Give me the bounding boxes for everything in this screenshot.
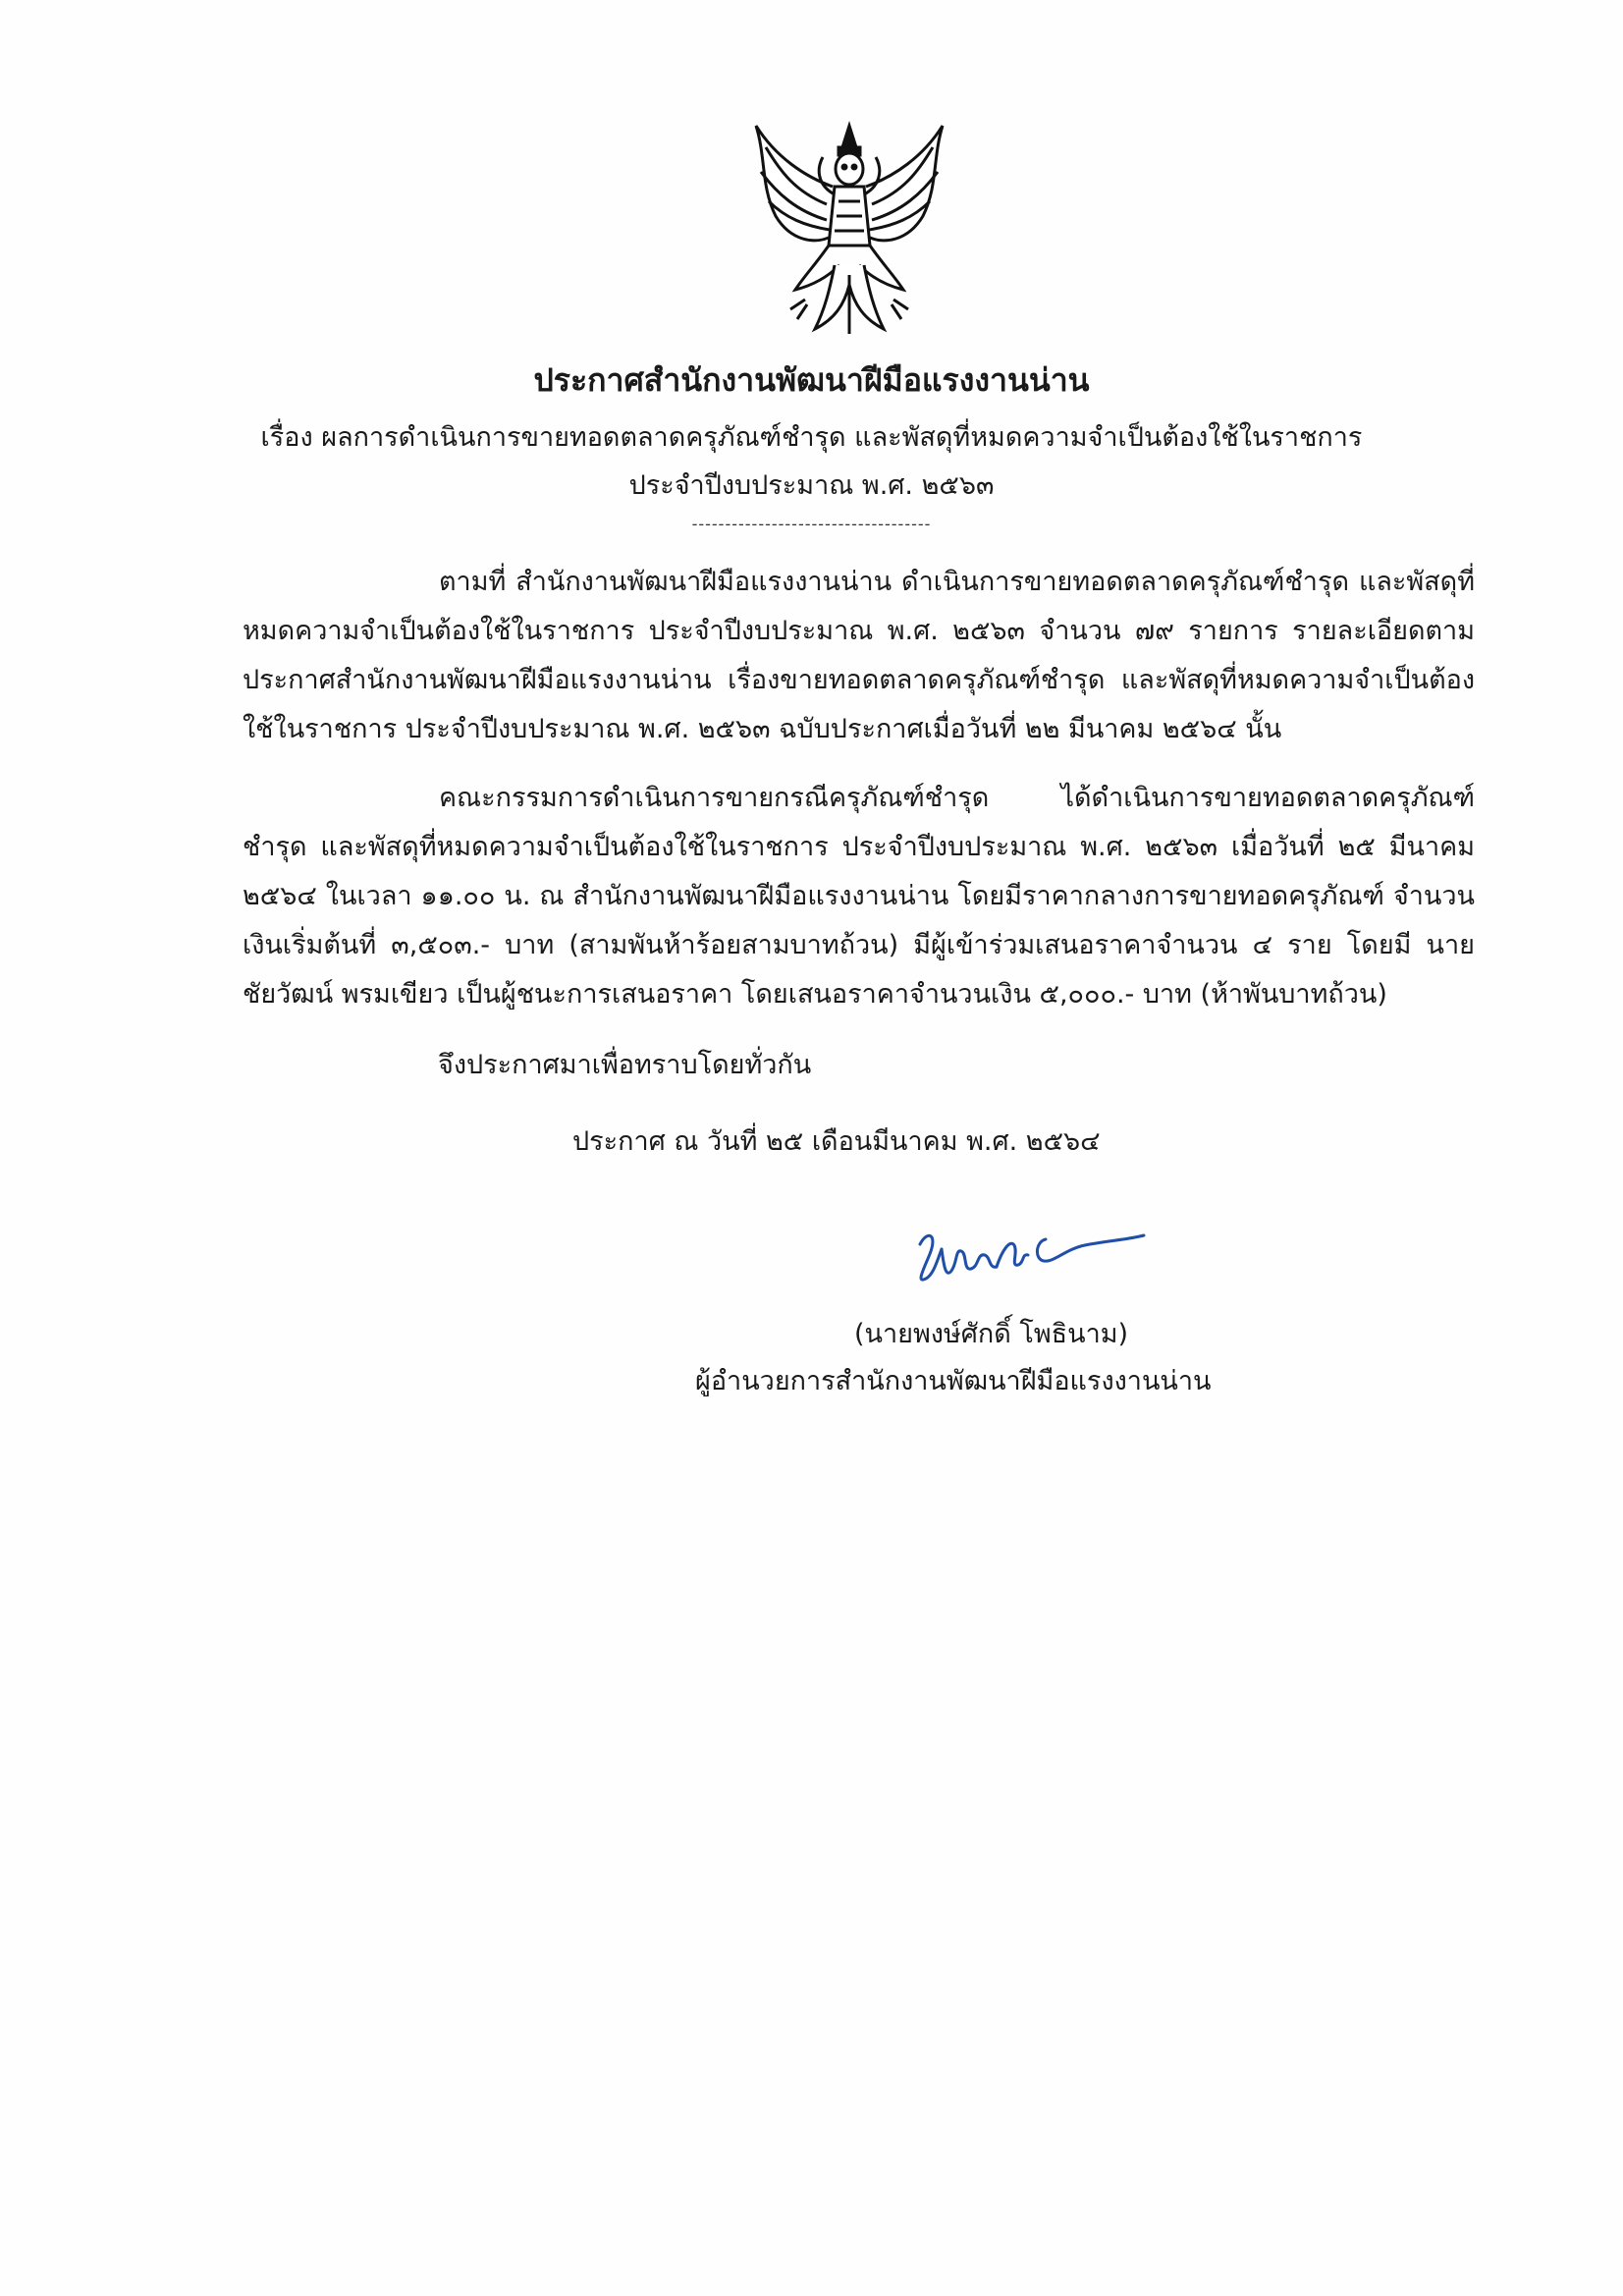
divider: ------------------------------------: [691, 515, 932, 533]
announcement-subject: เรื่อง ผลการดำเนินการขายทอดตลาดครุภัณฑ์ชำรุด และพัสดุที่หมดความจำเป็นต้องใช้ในราชการ: [260, 422, 1363, 453]
closing-statement: จึงประกาศมาเพื่อทราบโดยทั่วกัน: [438, 1050, 812, 1080]
handwritten-signature-icon: [908, 1210, 1154, 1308]
fiscal-year-line: ประจำปีงบประมาณ พ.ศ. ๒๕๖๓: [628, 470, 995, 501]
announcement-date: ประกาศ ณ วันที่ ๒๕ เดือนมีนาคม พ.ศ. ๒๕๖๔: [572, 1126, 1101, 1157]
body-paragraph-1: ตามที่ สำนักงานพัฒนาฝีมือแรงงานน่าน ดำเนินการขายทอดตลาดครุภัณฑ์ชำรุด และพัสดุที่หมดความจำเป็นต้องใช้ในราชการ ประจำปีงบประมาณ พ.ศ. ๒๕๖๓ จำนวน ๗๙ รายการ รายละเอียดตามประกาศสำนักงานพัฒนาฝีมือแรงงานน่าน เรื่องขายทอดตลาดครุภัณฑ์ชำรุด และพัสดุที่หมดความจำเป็นต้องใช้ในราชการ ประจำปีงบประมาณ พ.ศ. ๒๕๖๓ ฉบับประกาศเมื่อวันที่ ๒๒ มีนาคม ๒๕๖๔ นั้น: [243, 567, 1475, 744]
signer-name: (นายพงษ์ศักดิ์ โพธินาม): [854, 1319, 1129, 1349]
body-paragraph-2: คณะกรรมการดำเนินการขายกรณีครุภัณฑ์ชำรุด ได้ดำเนินการขายทอดตลาดครุภัณฑ์ชำรุด และพัสดุที่หมดความจำเป็นต้องใช้ในราชการ ประจำปีงบประมาณ พ.ศ. ๒๕๖๓ เมื่อวันที่ ๒๕ มีนาคม ๒๕๖๔ ในเวลา ๑๑.๐๐ น. ณ สำนักงานพัฒนาฝีมือแรงงานน่าน โดยมีราคากลางการขายทอดครุภัณฑ์ จำนวนเงินเริ่มต้นที่ ๓,๕๐๓.- บาท (สามพันห้าร้อยสามบาทถ้วน) มีผู้เข้าร่วมเสนอราคาจำนวน ๔ ราย โดยมี นายชัยวัฒน์ พรมเขียว เป็นผู้ชนะการเสนอราคา โดยเสนอราคาจำนวนเงิน ๕,๐๐๐.- บาท (ห้าพันบาทถ้วน): [243, 783, 1475, 1010]
garuda-emblem-icon: [736, 118, 962, 344]
announcement-title: ประกาศสำนักงานพัฒนาฝีมือแรงงานน่าน: [533, 361, 1090, 399]
signer-title: ผู้อำนวยการสำนักงานพัฒนาฝีมือแรงงานน่าน: [695, 1366, 1212, 1396]
